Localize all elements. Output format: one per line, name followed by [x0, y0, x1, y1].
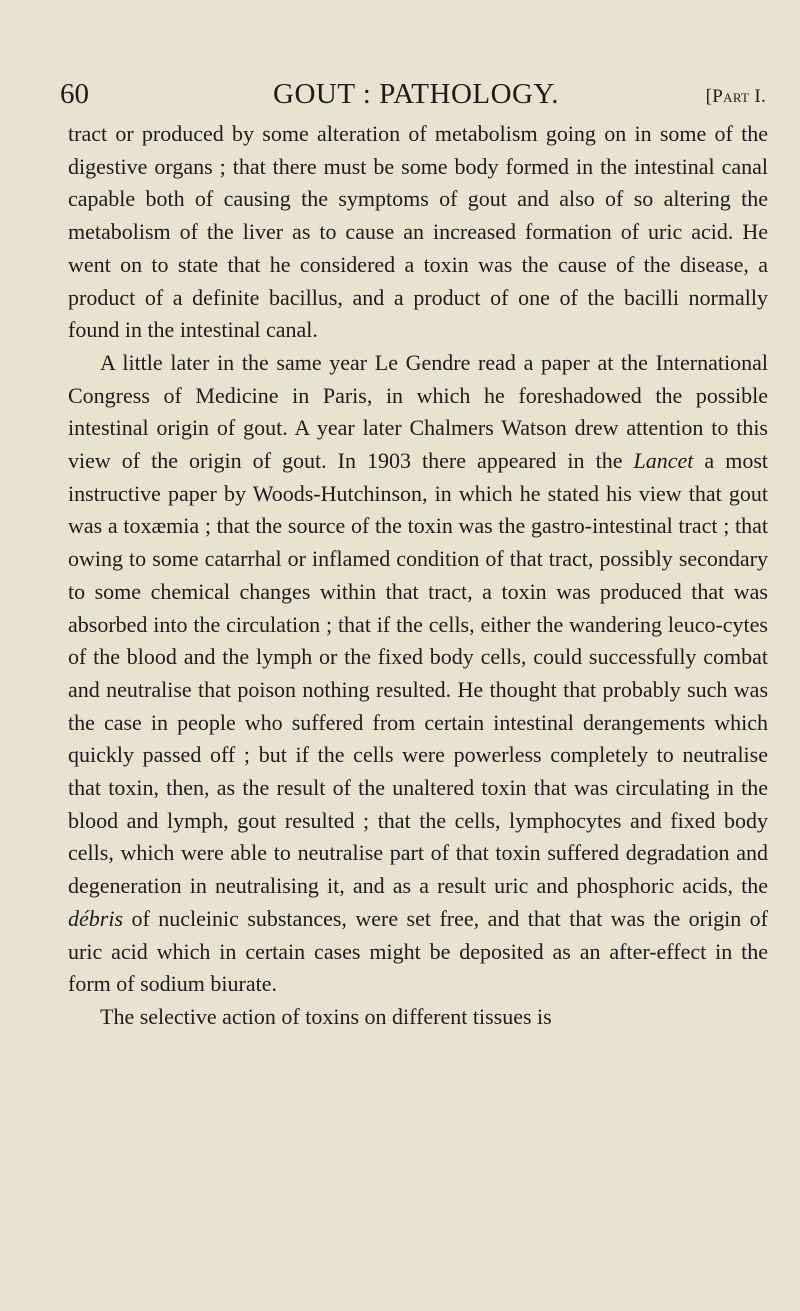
journal-title: Lancet: [633, 448, 694, 474]
paragraph-text-a: A little later in the same year Le Gendre read a paper at the International Congress of Medicine in Paris, in which he foreshadowed the possible intestinal origin of gout. A year later Chalmers Watson drew attention to this view of the origin of gout. In 1903 there appeared in the: [68, 349, 768, 474]
paragraph-text-b: a most instructive paper by Woods-Hutchinson, in which he stated his view that gout was a toxæmia ; that the source of the toxin was the gastro-intestinal tract ; that owing to some catarrhal or inflamed condition of that tract, possibly secondary to some chemical changes within that tract, a toxin was produced that was absorbed into the circulation ; that if the cells, either the wandering leuco-cytes of the blood and the lymph or the fixed body cells, could successfully combat and neutralise that poison nothing resulted. He thought that probably such was the case in people who suffered from certain intestinal derangements which quickly passed off ; but if the cells were powerless completely to neutralise that toxin, then, as the result of the unaltered toxin that was circulating in the blood and lymph, gout resulted ; that the cells, lymphocytes and fixed body cells, which were able to neutralise part of that toxin suffered degradation and degeneration in neutralising it, and as a result uric and phosphoric acids, the: [68, 448, 769, 899]
running-title: GOUT : PATHOLOGY.: [273, 78, 559, 110]
paragraph-text-c: of nucleinic substances, were set free, and that that was the origin of uric acid which in certain cases might be deposited as an after-effect in the form of sodium biurate.: [68, 905, 768, 997]
italic-term-debris: débris: [68, 905, 123, 931]
paragraph-continued: tract or produced by some alteration of metabolism going on in some of the digestive organs ; that there must be some body formed in the intestinal canal capable both of causing the symptoms of gout and also of so altering the metabolism of the liver as to cause an increased formation of uric acid. He went on to state that he considered a toxin was the cause of the disease, a product of a definite bacillus, and a product of one of the bacilli normally found in the intestinal canal.: [68, 121, 768, 343]
paragraph-le-gendre: [68, 347, 768, 1001]
running-head: [60, 74, 772, 114]
part-label: [Part I.: [705, 86, 766, 107]
page-number: 60: [60, 78, 89, 110]
page-text: [68, 118, 768, 1034]
paragraph-selective-action: The selective action of toxins on different tissues is: [100, 1003, 552, 1029]
